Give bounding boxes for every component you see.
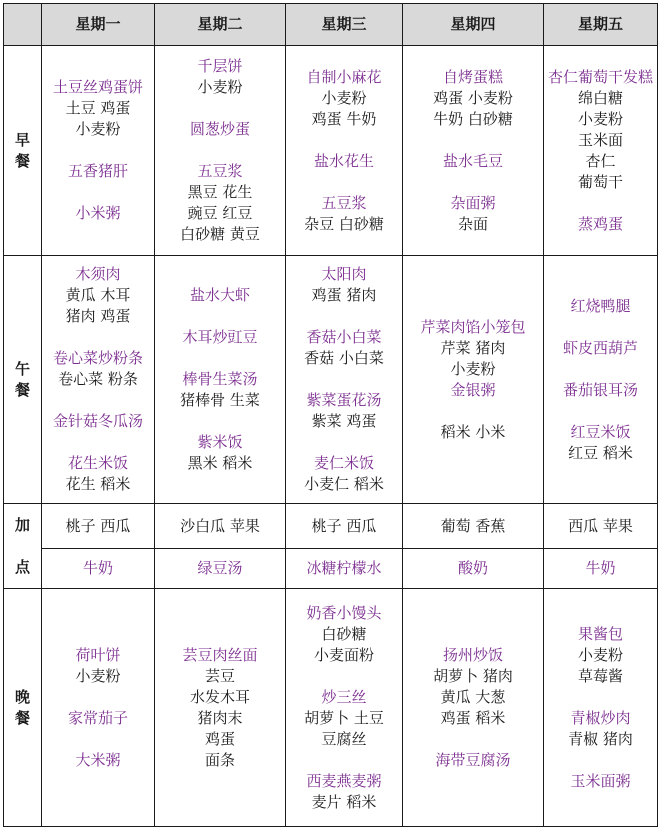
ingredients: 草莓酱: [577, 666, 623, 685]
breakfast-row: [4, 46, 658, 256]
ingredients: 杂豆 白砂糖: [304, 214, 384, 233]
dinner-cell-monday: [42, 589, 155, 827]
dish-name: 芸豆肉丝面: [182, 645, 258, 664]
dinner-cell-friday: [544, 589, 658, 827]
ingredients: 稻米 小米: [440, 422, 506, 441]
snack-item: 沙白瓜 苹果: [180, 516, 260, 535]
dish-name: 杂面粥: [450, 193, 496, 212]
ingredients: 白砂糖: [321, 624, 367, 643]
snack-drink-friday: [544, 549, 658, 589]
meal-label-char: 加: [14, 516, 30, 534]
ingredients: 黄瓜 木耳: [65, 286, 131, 304]
lunch-cell-tuesday: [155, 256, 286, 504]
dish-name: 盐水毛豆: [442, 151, 503, 170]
ingredients: 黄瓜 大葱: [440, 687, 506, 706]
ingredients: 胡萝卜 土豆: [304, 708, 384, 727]
ingredients: 紫菜 鸡蛋: [311, 412, 377, 430]
ingredients: 小麦粉: [197, 78, 243, 96]
lunch-cell-friday: [544, 256, 658, 504]
lunch-cell-monday: [42, 256, 155, 504]
dinner-row: [4, 589, 658, 827]
meal-label-char: 晚: [14, 687, 30, 706]
dish-name: 五香猪肝: [67, 162, 128, 180]
ingredients: 红豆 稻米: [568, 443, 633, 462]
dish-name: 荷叶饼: [75, 645, 121, 664]
lunch-cell-wednesday: [286, 256, 403, 504]
ingredients: 绵白糖: [577, 88, 623, 107]
meal-label-char: 餐: [14, 708, 30, 727]
snack-fruit-row: [4, 504, 658, 549]
ingredients: 小麦粉: [577, 109, 623, 128]
lunch-cell-thursday: [403, 256, 544, 504]
ingredients: 猪棒骨 生菜: [180, 391, 260, 409]
snack-drink-thursday: [403, 549, 544, 589]
dish-name: 棒骨生菜汤: [182, 370, 258, 388]
dish-name: 小米粥: [75, 204, 121, 222]
ingredients: 小麦粉: [321, 88, 367, 107]
dish-name: 自制小麻花: [306, 67, 382, 86]
ingredients: 土豆 鸡蛋: [65, 99, 131, 117]
corner-cell: [4, 4, 42, 46]
dish-name: 木须肉: [75, 265, 121, 283]
meal-label-lunch: [4, 256, 42, 504]
ingredients: 水发木耳: [189, 687, 250, 706]
ingredients: 豌豆 红豆: [187, 204, 253, 222]
dish-name: 盐水花生: [313, 151, 374, 170]
dish-name: 木耳炒豇豆: [182, 328, 258, 346]
ingredients: 芸豆: [204, 666, 235, 685]
ingredients: 鸡蛋 小麦粉: [433, 88, 513, 107]
snack-fruit-thursday: [403, 504, 544, 549]
ingredients: 玉米面: [577, 130, 623, 149]
dish-name: 芹菜肉馅小笼包: [420, 317, 526, 336]
ingredients: 小麦仁 稻米: [304, 475, 384, 493]
dish-name: 香菇小白菜: [306, 328, 382, 346]
breakfast-cell-friday: [544, 46, 658, 256]
dish-name: 花生米饭: [67, 454, 128, 472]
ingredients: 小麦粉: [577, 645, 623, 664]
dinner-cell-wednesday: [286, 589, 403, 827]
ingredients: 豆腐丝: [321, 729, 367, 748]
ingredients: 鸡蛋: [204, 729, 235, 748]
dish-name: 金针菇冬瓜汤: [52, 412, 143, 430]
snack-item: 桃子 西瓜: [65, 516, 131, 535]
ingredients: 小麦粉: [75, 120, 121, 138]
dish-name: 大米粥: [75, 750, 121, 769]
day-header-friday: 星期五: [544, 4, 658, 46]
snack-drink-monday: [42, 549, 155, 589]
meal-label-char: 午: [14, 359, 30, 378]
snack-item: 桃子 西瓜: [311, 516, 377, 535]
ingredients: 小麦面粉: [313, 645, 374, 664]
day-header-tuesday: 星期二: [155, 4, 286, 46]
ingredients: 花生 稻米: [65, 475, 131, 493]
ingredients: 麦片 稻米: [311, 792, 377, 811]
dish-name: 五豆浆: [197, 162, 243, 180]
dish-name: 杏仁葡萄干发糕: [547, 67, 653, 86]
ingredients: 芹菜 猪肉: [440, 338, 506, 357]
snack-item: 酸奶: [457, 559, 488, 577]
dish-name: 太阳肉: [321, 265, 367, 283]
day-header-wednesday: 星期三: [286, 4, 403, 46]
header-row: [4, 4, 658, 46]
meal-label-char: 点: [14, 558, 30, 576]
breakfast-cell-wednesday: [286, 46, 403, 256]
dish-name: 麦仁米饭: [313, 454, 374, 472]
dish-name: 虾皮西葫芦: [562, 338, 638, 357]
ingredients: 杂面: [457, 214, 488, 233]
ingredients: 葡萄干: [577, 172, 623, 191]
dish-name: 千层饼: [197, 57, 243, 75]
snack-item: 牛奶: [585, 559, 616, 577]
ingredients: 青椒 猪肉: [568, 729, 633, 748]
day-header-monday: 星期一: [42, 4, 155, 46]
weekly-menu-table: [3, 3, 658, 827]
dish-name: 奶香小馒头: [306, 603, 382, 622]
dish-name: 蒸鸡蛋: [577, 214, 623, 233]
breakfast-cell-monday: [42, 46, 155, 256]
ingredients: 香菇 小白菜: [304, 349, 384, 367]
dinner-cell-tuesday: [155, 589, 286, 827]
ingredients: 鸡蛋 猪肉: [311, 286, 377, 304]
dish-name: 果酱包: [577, 624, 623, 643]
dish-name: 玉米面粥: [570, 771, 631, 790]
ingredients: 猪肉 鸡蛋: [65, 307, 131, 325]
ingredients: 牛奶 白砂糖: [433, 109, 513, 128]
dish-name: 圆葱炒蛋: [189, 120, 250, 138]
snack-item: 绿豆汤: [197, 559, 243, 577]
ingredients: 小麦粉: [75, 666, 121, 685]
ingredients: 白砂糖 黄豆: [180, 225, 260, 243]
meal-label-snack: [4, 504, 42, 589]
day-header-thursday: 星期四: [403, 4, 544, 46]
snack-fruit-tuesday: [155, 504, 286, 549]
snack-fruit-monday: [42, 504, 155, 549]
dish-name: 扬州炒饭: [442, 645, 503, 664]
snack-item: 牛奶: [82, 559, 113, 577]
snack-drink-tuesday: [155, 549, 286, 589]
ingredients: 黑米 稻米: [187, 454, 253, 472]
dish-name: 土豆丝鸡蛋饼: [52, 78, 143, 96]
ingredients: 卷心菜 粉条: [58, 370, 138, 388]
dish-name: 五豆浆: [321, 193, 367, 212]
snack-fruit-wednesday: [286, 504, 403, 549]
dish-name: 红豆米饭: [570, 422, 631, 441]
dish-name: 紫米饭: [197, 433, 243, 451]
ingredients: 鸡蛋 牛奶: [311, 109, 377, 128]
snack-item: 葡萄 香蕉: [440, 516, 506, 535]
snack-item: 西瓜 苹果: [568, 516, 633, 535]
meal-label-char: 早: [14, 130, 30, 149]
snack-item: 冰糖柠檬水: [306, 559, 382, 577]
ingredients: 猪肉末: [197, 708, 243, 727]
meal-label-breakfast: [4, 46, 42, 256]
snack-drink-row: [4, 549, 658, 589]
ingredients: 黑豆 花生: [187, 183, 253, 201]
meal-label-char: 餐: [14, 380, 30, 399]
dinner-cell-thursday: [403, 589, 544, 827]
lunch-row: [4, 256, 658, 504]
snack-fruit-friday: [544, 504, 658, 549]
dish-name: 海带豆腐汤: [435, 750, 511, 769]
dish-name: 青椒炒肉: [570, 708, 631, 727]
dish-name: 家常茄子: [67, 708, 128, 727]
dish-name: 金银粥: [450, 380, 496, 399]
dish-name: 紫菜蛋花汤: [306, 391, 382, 409]
dish-name: 炒三丝: [321, 687, 367, 706]
dish-name: 红烧鸭腿: [570, 296, 631, 315]
ingredients: 杏仁: [585, 151, 616, 170]
meal-label-dinner: [4, 589, 42, 827]
dish-name: 番茄银耳汤: [562, 380, 638, 399]
ingredients: 小麦粉: [450, 359, 496, 378]
ingredients: 鸡蛋 稻米: [440, 708, 506, 727]
dish-name: 卷心菜炒粉条: [52, 349, 143, 367]
dish-name: 西麦燕麦粥: [306, 771, 382, 790]
breakfast-cell-tuesday: [155, 46, 286, 256]
ingredients: 胡萝卜 猪肉: [433, 666, 513, 685]
dish-name: 盐水大虾: [189, 286, 250, 304]
meal-label-char: 餐: [14, 151, 30, 170]
dish-name: 自烤蛋糕: [442, 67, 503, 86]
ingredients: 面条: [204, 750, 235, 769]
snack-drink-wednesday: [286, 549, 403, 589]
breakfast-cell-thursday: [403, 46, 544, 256]
